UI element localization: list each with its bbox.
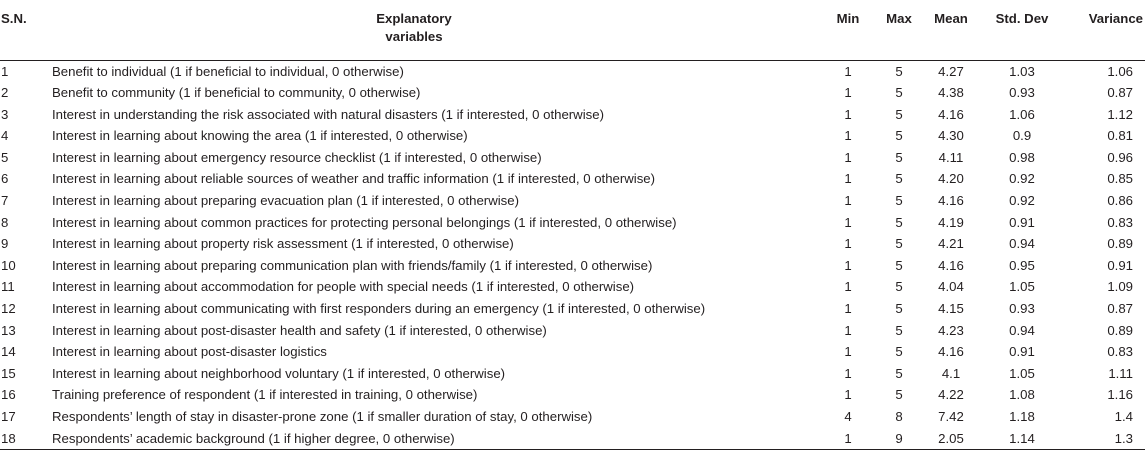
cell-max: 8 (895, 409, 903, 424)
cell-sn: 10 (1, 257, 16, 273)
cell-sn: 14 (1, 344, 16, 360)
cell-variance: 0.86 (1107, 193, 1133, 209)
header-variables-line1: Explanatory (376, 11, 452, 26)
cell-variance: 1.12 (1107, 106, 1133, 122)
cell-sn: 5 (1, 149, 9, 165)
cell-max: 5 (895, 193, 903, 209)
cell-variable: Respondents’ academic background (1 if higher degree, 0 otherwise) (52, 428, 820, 450)
table-row (0, 428, 1145, 450)
cell-mean: 4.22 (938, 387, 964, 403)
cell-min: 1 (844, 257, 852, 273)
cell-mean: 4.38 (938, 85, 964, 101)
header-row (0, 0, 1145, 60)
cell-sn: 13 (1, 322, 16, 338)
cell-std-dev: 0.98 (1009, 149, 1035, 165)
table-row (0, 384, 1145, 406)
cell-std-dev: 0.91 (1009, 344, 1035, 360)
cell-max: 5 (895, 387, 903, 403)
cell-variance: 0.87 (1107, 85, 1133, 101)
cell-std-dev: 0.93 (1009, 85, 1035, 101)
cell-std-dev: 1.06 (1009, 106, 1035, 122)
cell-max: 9 (876, 428, 922, 450)
cell-std-dev: 0.94 (1009, 236, 1035, 252)
cell-variable: Benefit to community (1 if beneficial to community, 0 otherwise) (52, 85, 421, 101)
cell-variable: Interest in learning about accommodation for people with special needs (1 if interested, 0 otherwise) (52, 279, 635, 295)
cell-std-dev: 0.95 (1009, 257, 1035, 273)
cell-variance: 0.83 (1107, 214, 1133, 230)
table-row (0, 255, 1145, 277)
cell-min: 1 (844, 279, 852, 295)
cell-min: 1 (844, 171, 852, 187)
cell-max: 5 (895, 322, 903, 338)
cell-variable: Interest in learning about property risk assessment (1 if interested, 0 otherwise) (52, 236, 514, 252)
cell-variable: Interest in learning about knowing the area (1 if interested, 0 otherwise) (52, 128, 468, 144)
cell-variable: Interest in learning about preparing communication plan with friends/family (1 if interested, 0 otherwise) (52, 257, 653, 273)
cell-variable: Interest in learning about communicating with first responders during an emergency (1 if interested, 0 otherwise) (52, 301, 706, 317)
header-mean: Mean (922, 0, 980, 60)
cell-mean: 4.30 (938, 128, 964, 144)
cell-std-dev: 1.14 (980, 428, 1064, 450)
cell-min: 1 (844, 236, 852, 252)
cell-max: 5 (895, 214, 903, 230)
cell-variable: Benefit to individual (1 if beneficial to individual, 0 otherwise) (52, 63, 404, 79)
cell-std-dev: 1.03 (1009, 63, 1035, 79)
table-row (0, 406, 1145, 428)
cell-variance: 1.3 (1064, 428, 1145, 450)
cell-sn: 3 (1, 106, 9, 122)
cell-std-dev: 1.18 (1009, 409, 1035, 424)
cell-max: 5 (895, 106, 903, 122)
cell-variable: Interest in learning about emergency resource checklist (1 if interested, 0 otherwise) (52, 149, 542, 165)
cell-mean: 4.16 (938, 193, 964, 209)
cell-max: 5 (895, 344, 903, 360)
cell-max: 5 (895, 257, 903, 273)
table-row (0, 125, 1145, 147)
cell-std-dev: 0.93 (1009, 301, 1035, 317)
cell-variable: Interest in learning about neighborhood voluntary (1 if interested, 0 otherwise) (52, 365, 506, 381)
cell-min: 1 (820, 428, 876, 450)
cell-variable: Interest in learning about preparing evacuation plan (1 if interested, 0 otherwise) (52, 193, 519, 209)
cell-mean: 2.05 (922, 428, 980, 450)
cell-min: 1 (844, 387, 852, 403)
cell-min: 1 (844, 365, 852, 381)
cell-min: 1 (844, 149, 852, 165)
cell-variable: Interest in understanding the risk associated with natural disasters (1 if interested, 0 otherwise) (52, 106, 604, 122)
cell-variable: Interest in learning about common practices for protecting personal belongings (1 if interested, 0 otherwise) (52, 214, 677, 230)
table-row (0, 104, 1145, 126)
cell-mean: 4.16 (938, 257, 964, 273)
table-row (0, 233, 1145, 255)
cell-sn: 16 (1, 387, 16, 403)
cell-std-dev: 1.05 (1009, 365, 1035, 381)
header-max: Max (876, 0, 922, 60)
cell-max: 5 (895, 63, 903, 79)
cell-max: 5 (895, 128, 903, 144)
cell-variance: 0.85 (1107, 171, 1133, 187)
cell-mean: 4.21 (938, 236, 964, 252)
table-row (0, 82, 1145, 104)
cell-variance: 0.83 (1107, 344, 1133, 360)
cell-mean: 4.23 (938, 322, 964, 338)
cell-sn: 1 (1, 63, 9, 79)
cell-variance: 1.16 (1107, 387, 1133, 403)
cell-std-dev: 1.08 (1009, 387, 1035, 403)
cell-max: 5 (895, 171, 903, 187)
cell-variance: 0.89 (1107, 322, 1133, 338)
header-sn: S.N. (0, 0, 52, 60)
cell-min: 1 (844, 63, 852, 79)
table-row (0, 341, 1145, 363)
table-row (0, 168, 1145, 190)
cell-mean: 4.1 (941, 365, 961, 381)
cell-mean: 4.16 (938, 344, 964, 360)
cell-mean: 7.42 (938, 409, 964, 424)
cell-sn: 2 (1, 85, 9, 101)
cell-max: 5 (895, 365, 903, 381)
cell-variance: 1.09 (1107, 279, 1133, 295)
header-min: Min (820, 0, 876, 60)
cell-variance: 0.89 (1107, 236, 1133, 252)
cell-max: 5 (895, 85, 903, 101)
cell-mean: 4.19 (938, 214, 964, 230)
cell-min: 1 (844, 214, 852, 230)
cell-variance: 0.91 (1107, 257, 1133, 273)
cell-variance: 0.81 (1107, 128, 1133, 144)
cell-max: 5 (895, 149, 903, 165)
cell-variance: 1.06 (1107, 63, 1133, 79)
cell-mean: 4.27 (938, 63, 964, 79)
cell-mean: 4.11 (938, 149, 964, 165)
cell-sn: 9 (1, 236, 9, 252)
table-row (0, 320, 1145, 342)
cell-variance: 1.11 (1108, 365, 1133, 381)
cell-std-dev: 0.92 (1009, 193, 1035, 209)
cell-variance: 0.96 (1107, 149, 1133, 165)
cell-sn: 8 (1, 214, 9, 230)
cell-mean: 4.16 (938, 106, 964, 122)
cell-min: 1 (844, 344, 852, 360)
header-variance: Variance (1064, 0, 1145, 60)
table-body (0, 60, 1145, 450)
cell-variable: Interest in learning about reliable sources of weather and traffic information (1 if interested, 0 otherwise) (52, 171, 656, 187)
cell-std-dev: 0.92 (1009, 171, 1035, 187)
cell-sn: 4 (1, 128, 9, 144)
cell-variable: Interest in learning about post-disaster logistics (52, 344, 327, 360)
table-row (0, 60, 1145, 82)
cell-variance: 0.87 (1107, 301, 1133, 317)
table-row (0, 147, 1145, 169)
header-std-dev: Std. Dev (980, 0, 1064, 60)
table-row (0, 276, 1145, 298)
cell-mean: 4.20 (938, 171, 964, 187)
cell-sn: 11 (1, 279, 15, 295)
cell-variable: Training preference of respondent (1 if interested in training, 0 otherwise) (52, 387, 478, 403)
cell-mean: 4.04 (938, 279, 964, 295)
cell-sn: 12 (1, 301, 16, 317)
cell-variable: Interest in learning about post-disaster health and safety (1 if interested, 0 otherwise) (52, 322, 547, 338)
cell-min: 1 (844, 322, 852, 338)
cell-mean: 4.15 (938, 301, 964, 317)
table-row (0, 190, 1145, 212)
cell-sn: 6 (1, 171, 9, 187)
cell-min: 1 (844, 106, 852, 122)
cell-min: 1 (844, 128, 852, 144)
header-explanatory-variables (52, 0, 820, 60)
cell-max: 5 (895, 279, 903, 295)
table-row (0, 212, 1145, 234)
cell-sn: 7 (1, 193, 9, 209)
cell-min: 1 (844, 193, 852, 209)
cell-std-dev: 0.94 (1009, 322, 1035, 338)
cell-min: 1 (844, 85, 852, 101)
table-row (0, 298, 1145, 320)
table-row (0, 363, 1145, 385)
cell-max: 5 (895, 236, 903, 252)
cell-sn: 15 (1, 365, 16, 381)
cell-max: 5 (895, 301, 903, 317)
cell-sn: 18 (0, 428, 52, 450)
cell-std-dev: 1.05 (1009, 279, 1035, 295)
header-variables-line2: variables (385, 29, 443, 44)
cell-min: 4 (844, 409, 852, 424)
cell-variable: Respondents’ length of stay in disaster-prone zone (1 if smaller duration of stay, 0 otherwise) (52, 409, 593, 424)
table-header (0, 0, 1145, 60)
cell-std-dev: 0.91 (1009, 214, 1035, 230)
cell-variance: 1.4 (1114, 409, 1133, 424)
cell-min: 1 (844, 301, 852, 317)
cell-sn: 17 (1, 409, 16, 424)
cell-std-dev: 0.9 (1012, 128, 1032, 144)
